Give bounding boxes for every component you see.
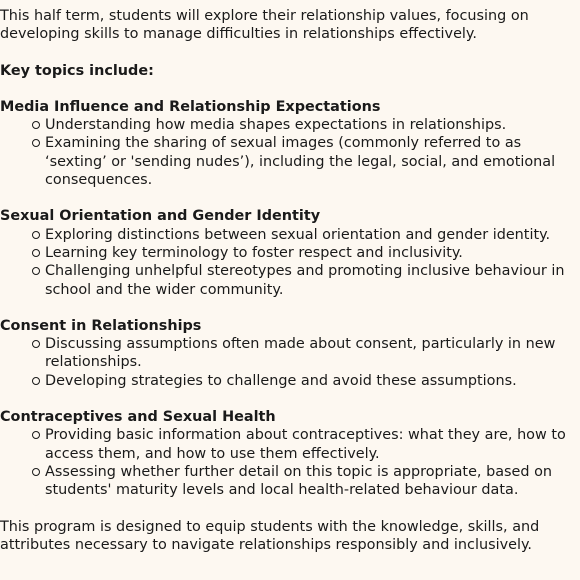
list-item: Exploring distinctions between sexual orientation and gender identity. [45,226,580,244]
list-item: Developing strategies to challenge and avoid these assumptions. [45,372,580,390]
section-sexual-orientation [0,207,580,298]
section-media-influence [0,98,580,189]
section-title: Contraceptives and Sexual Health [0,409,276,426]
bullet-list [0,226,580,299]
list-item: Examining the sharing of sexual images (commonly referred to as ‘sexting’ or 'sending nudes’), including the legal, social, and emotional consequences. [45,134,580,189]
bullet-list [0,426,580,499]
section-title: Sexual Orientation and Gender Identity [0,208,321,225]
list-item: Providing basic information about contraceptives: what they are, how to access them, and how to use them effectively. [45,426,580,463]
section-contraceptives [0,408,580,499]
list-item: Discussing assumptions often made about consent, particularly in new relationships. [45,335,580,372]
section-title: Media Influence and Relationship Expectations [0,98,381,115]
key-topics-heading: Key topics include: [0,62,154,79]
list-item: Learning key terminology to foster respect and inclusivity. [45,244,580,262]
list-item: Challenging unhelpful stereotypes and promoting inclusive behaviour in school and the wider community. [45,262,580,299]
bullet-list [0,116,580,189]
closing-paragraph: This program is designed to equip students with the knowledge, skills, and attributes necessary to navigate relationships responsibly and inclusively. [0,518,540,553]
section-title: Consent in Relationships [0,317,202,334]
section-consent [0,317,580,390]
list-item: Assessing whether further detail on this topic is appropriate, based on students' maturity levels and local health-related behaviour data. [45,463,580,500]
list-item: Understanding how media shapes expectations in relationships. [45,116,580,134]
bullet-list [0,335,580,390]
intro-paragraph: This half term, students will explore their relationship values, focusing on developing skills to manage difficulties in relationships effectively. [0,8,529,43]
